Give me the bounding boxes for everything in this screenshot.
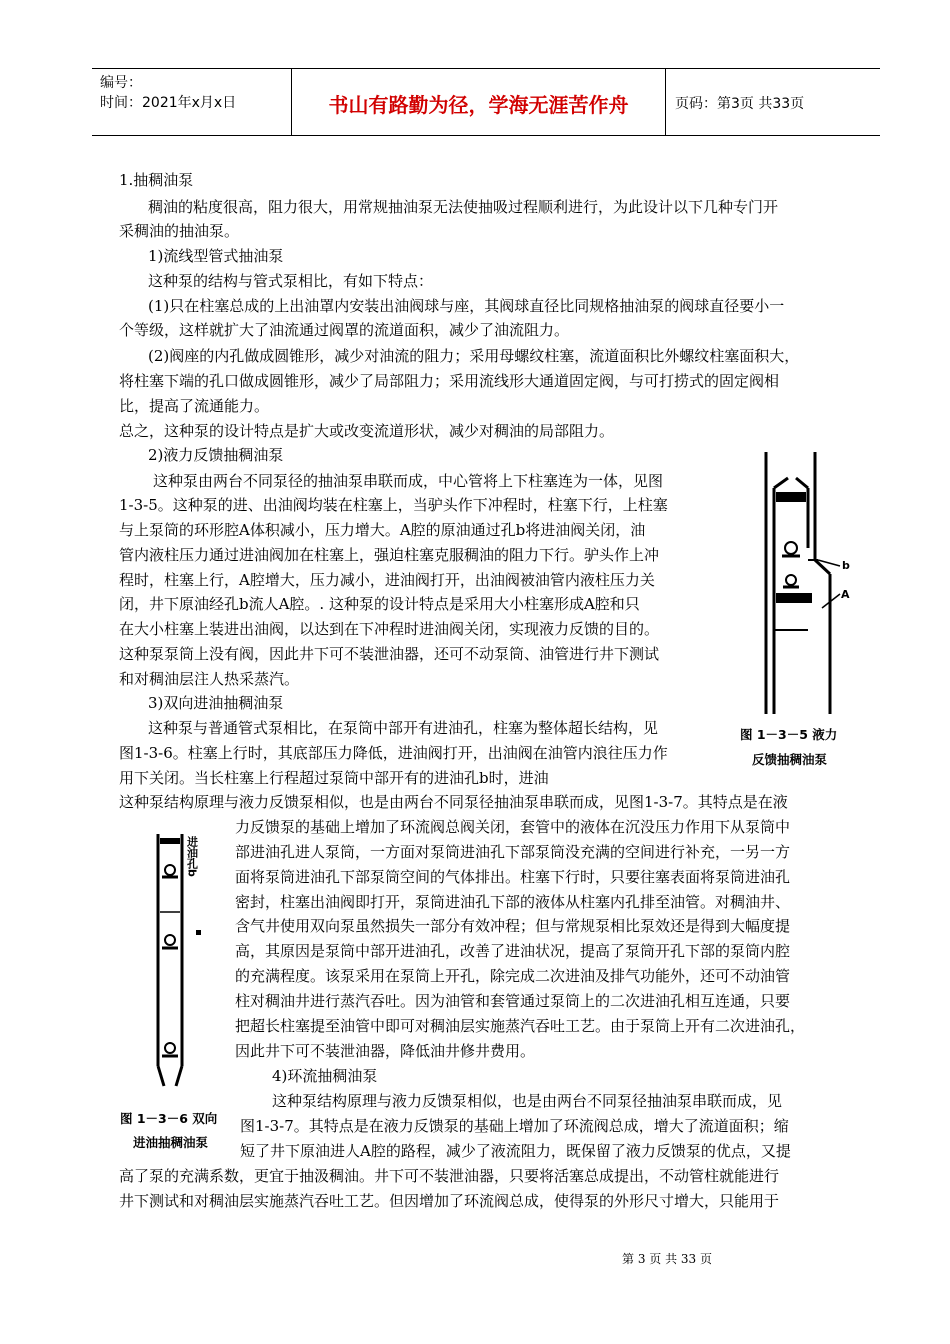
text-line: 这种泵由两台不同泵径的抽油泵串联而成，中心管将上下柱塞连为一体，见图 bbox=[153, 472, 664, 490]
text-line: 1-3-5。这种泵的进、出油阀均装在柱塞上，当驴头作下冲程时，柱塞下行，上柱塞 bbox=[119, 496, 668, 514]
label-inlet-hole: 进油孔b bbox=[185, 836, 199, 877]
figure-1-3-6-caption: 进油抽稠油泵 bbox=[133, 1135, 209, 1150]
figure-1-3-5-caption: 图 1－3－5 液力 bbox=[740, 727, 838, 742]
text-line: 面将泵筒进油孔下部泵筒空间的气体排出。柱塞下行时，只要往塞表面将泵筒进油孔 bbox=[235, 868, 791, 886]
text-line: 和对稠油层注人热采蒸汽。 bbox=[119, 670, 300, 688]
text-line: 采稠油的抽油泵。 bbox=[119, 222, 240, 240]
header-motto: 书山有路勤为径，学海无涯苦作舟 bbox=[328, 93, 629, 117]
figure-1-3-5-diagram bbox=[752, 448, 862, 718]
text-line: 将柱塞下端的孔口做成圆锥形，减少了局部阻力；采用流线形大通道固定阀，与可打捞式的固定阀相 bbox=[119, 372, 780, 390]
header-divider bbox=[665, 69, 666, 135]
text-line: 含气井使用双向泵虽然损失一部分有效冲程；但与常规泵相比泵效还是得到大幅度提 bbox=[235, 917, 791, 935]
text-line: 图1-3-7。其特点是在液力反馈泵的基础上增加了环流阀总成，增大了流道面积；缩 bbox=[240, 1117, 789, 1135]
subsection-heading: 4)环流抽稠油泵 bbox=[272, 1067, 378, 1085]
section-heading: 1.抽稠油泵 bbox=[119, 171, 194, 189]
text-line: 这种泵与普通管式泵相比，在泵筒中部开有进油孔，柱塞为整体超长结构，见 bbox=[148, 719, 659, 737]
text-line: 比，提高了流通能力。 bbox=[119, 397, 270, 415]
text-line: 这种泵结构原理与液力反馈泵相似，也是由两台不同泵径抽油泵串联而成，见图1-3-7。其特点是在液 bbox=[119, 793, 788, 811]
text-line: 高了泵的充满系数，更宜于抽汲稠油。井下可不装泄油器，只要将活塞总成提出，不动管柱就能进行 bbox=[119, 1167, 780, 1185]
text-line: 图1-3-6。柱塞上行时，其底部压力降低，进油阀打开，出油阀在油管内浪往压力作 bbox=[119, 744, 668, 762]
text-line: 稠油的粘度很高，阻力很大，用常规抽油泵无法使抽吸过程顺利进行，为此设计以下几种专门开 bbox=[148, 198, 779, 216]
number-label: 编号： bbox=[100, 75, 142, 91]
text-line: 力反馈泵的基础上增加了环流阀总阀关闭，套管中的液体在沉没压力作用下从泵筒中 bbox=[235, 818, 791, 836]
text-line: 短了井下原油进人A腔的路程，减少了液流阻力，既保留了液力反馈泵的优点，又提 bbox=[240, 1142, 791, 1160]
label-a: A bbox=[841, 588, 850, 601]
page-header bbox=[92, 68, 880, 136]
text-line: 部进油孔进人泵筒，一方面对泵筒进油孔下部泵筒没充满的空间进行补充，一另一方 bbox=[235, 843, 791, 861]
text-line: (2)阀座的内孔做成圆锥形，减少对油流的阻力；采用母螺纹柱塞，流道面积比外螺纹柱塞面积大， bbox=[148, 347, 800, 365]
text-line: 闭，井下原油经孔b流人A腔。. 这种泵的设计特点是采用大小柱塞形成A腔和只 bbox=[119, 595, 640, 613]
text-line: 的充满程度。该泵采用在泵筒上开孔，除完成二次进油及排气功能外，还可不动油管 bbox=[235, 967, 791, 985]
text-line: 程时，柱塞上行，A腔增大，压力减小，进油阀打开，出油阀被油管内液柱压力关 bbox=[119, 571, 655, 589]
figure-1-3-6-caption: 图 1－3－6 双向 bbox=[120, 1111, 218, 1126]
text-line: 因此井下可不装泄油器，降低油井修井费用。 bbox=[235, 1042, 536, 1060]
text-line: 总之，这种泵的设计特点是扩大或改变流道形状，减少对稠油的局部阻力。 bbox=[119, 422, 615, 440]
figure-1-3-5-caption: 反馈抽稠油泵 bbox=[752, 752, 828, 767]
header-page-number: 页码：第3页 共33页 bbox=[675, 96, 805, 112]
text-line: 高，其原因是泵筒中部开进油孔，改善了进油状况，提高了泵筒开孔下部的泵筒内腔 bbox=[235, 942, 791, 960]
figure-1-3-6-diagram bbox=[148, 830, 228, 1090]
subsection-heading: 1)流线型管式抽油泵 bbox=[148, 247, 284, 265]
label-b: b bbox=[842, 559, 850, 572]
text-line: 井下测试和对稠油层实施蒸汽吞吐工艺。但因增加了环流阀总成，使得泵的外形尺寸增大，只能用于 bbox=[119, 1192, 780, 1210]
text-line: 这种泵的结构与管式泵相比，有如下特点： bbox=[148, 272, 434, 290]
text-line: 与上泵筒的环形腔A体积减小，压力增大。A腔的原油通过孔b将进油阀关闭，油 bbox=[119, 521, 646, 539]
subsection-heading: 2)液力反馈抽稠油泵 bbox=[148, 446, 284, 464]
text-line: 这种泵结构原理与液力反馈泵相似，也是由两台不同泵径抽油泵串联而成，见 bbox=[272, 1092, 783, 1110]
time-label: 时间：2021年x月x日 bbox=[100, 95, 237, 111]
text-line: (1)只在柱塞总成的上出油罩内安装出油阀球与座，其阀球直径比同规格抽油泵的阀球直径要小一 bbox=[148, 297, 785, 315]
subsection-heading: 3)双向进油抽稠油泵 bbox=[148, 694, 284, 712]
text-line: 把超长柱塞提至油管中即可对稠油层实施蒸汽吞吐工艺。由于泵筒上开有二次进油孔， bbox=[235, 1017, 806, 1035]
text-line: 个等级，这样就扩大了油流通过阀罩的流道面积，减少了油流阻力。 bbox=[119, 321, 570, 339]
text-line: 这种泵泵筒上没有阀，因此井下可不装泄油器，还可不动泵筒、油管进行井下测试 bbox=[119, 645, 660, 663]
text-line: 在大小柱塞上装进出油阀，以达到在下冲程时进油阀关闭，实现液力反馈的目的。 bbox=[119, 620, 660, 638]
header-meta bbox=[100, 73, 236, 113]
text-line: 密封，柱塞出油阀即打开，泵筒进油孔下部的液体从柱塞内孔排至油管。对稠油井、 bbox=[235, 893, 791, 911]
text-line: 用下关闭。当长柱塞上行程超过泵筒中部开有的进油孔b时，进油 bbox=[119, 769, 549, 787]
text-line: 管内液柱压力通过进油阀加在柱塞上，强迫柱塞克服稠油的阻力下行。驴头作上冲 bbox=[119, 546, 660, 564]
text-line: 柱对稠油井进行蒸汽吞吐。因为油管和套管通过泵筒上的二次进油孔相互连通，只要 bbox=[235, 992, 791, 1010]
page-footer: 第 3 页 共 33 页 bbox=[622, 1252, 712, 1266]
